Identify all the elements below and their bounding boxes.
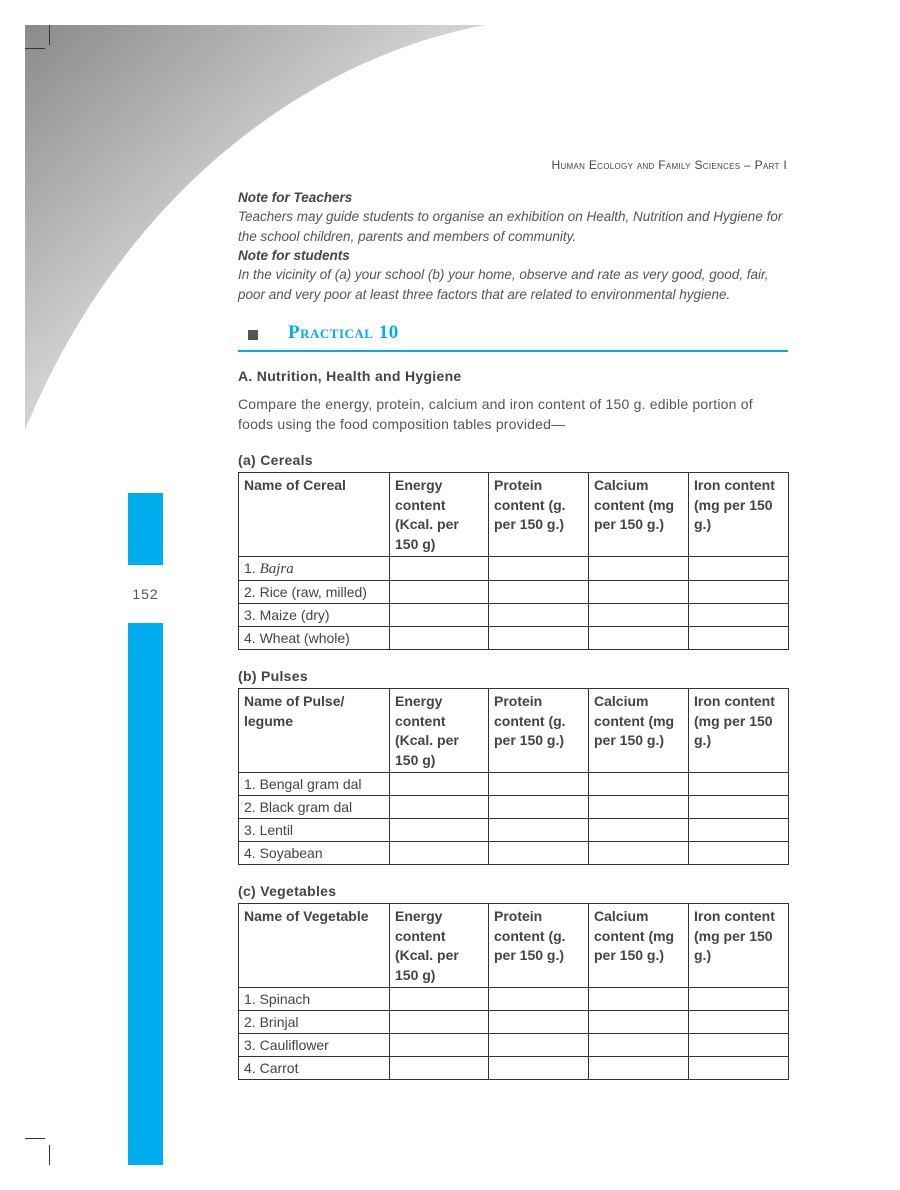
table-cereals: [238, 472, 789, 650]
food-name-cell: [239, 604, 390, 627]
blank-entry-cell[interactable]: [689, 627, 789, 650]
food-name-cell: [239, 842, 390, 865]
column-header: Protein content (g. per 150 g.): [489, 689, 589, 773]
table-row: [239, 627, 789, 650]
blank-entry-cell[interactable]: [589, 627, 689, 650]
tables-container: [238, 452, 788, 1080]
crop-mark: [25, 1138, 45, 1139]
table-row: [239, 1057, 789, 1080]
food-name: Bajra: [259, 561, 294, 577]
food-name-cell: [239, 557, 390, 581]
blank-entry-cell[interactable]: [390, 1034, 489, 1057]
practical-title: Practical 10: [288, 322, 399, 343]
table-row: [239, 842, 789, 865]
food-name: Bengal gram dal: [259, 776, 362, 792]
blank-entry-cell[interactable]: [689, 819, 789, 842]
blank-entry-cell[interactable]: [589, 581, 689, 604]
blank-entry-cell[interactable]: [489, 1034, 589, 1057]
food-name-cell: [239, 773, 390, 796]
column-header: Name of Pulse/ legume: [239, 689, 390, 773]
row-number: 1.: [244, 560, 256, 576]
blank-entry-cell[interactable]: [489, 581, 589, 604]
food-name: Maize (dry): [259, 607, 330, 623]
food-name: Spinach: [259, 991, 311, 1007]
table-row: [239, 1011, 789, 1034]
blank-entry-cell[interactable]: [489, 796, 589, 819]
blank-entry-cell[interactable]: [489, 842, 589, 865]
food-name: Cauliflower: [259, 1037, 329, 1053]
square-bullet-icon: [248, 330, 258, 340]
page-content: [238, 188, 788, 1080]
blank-entry-cell[interactable]: [689, 581, 789, 604]
table-row: [239, 557, 789, 581]
blank-entry-cell[interactable]: [689, 604, 789, 627]
crop-mark: [25, 48, 45, 49]
note-students-text: In the vicinity of (a) your school (b) your home, observe and rate as very good, good, fair, poor and very poor at least three factors that are related to environmental hygiene.: [238, 267, 769, 302]
column-header: Energy content (Kcal. per 150 g): [390, 689, 489, 773]
table-row: [239, 581, 789, 604]
food-name: Brinjal: [259, 1014, 299, 1030]
row-number: 2.: [244, 1014, 256, 1030]
blank-entry-cell[interactable]: [689, 796, 789, 819]
food-name: Carrot: [259, 1060, 299, 1076]
running-header-part: Part I: [754, 158, 787, 172]
row-number: 2.: [244, 799, 256, 815]
table-caption-vegetables: (c) Vegetables: [238, 883, 337, 899]
row-number: 4.: [244, 630, 256, 646]
blank-entry-cell[interactable]: [589, 1011, 689, 1034]
blank-entry-cell[interactable]: [589, 819, 689, 842]
column-header: Iron content (mg per 150 g.): [689, 689, 789, 773]
food-name-cell: [239, 1034, 390, 1057]
blank-entry-cell[interactable]: [489, 1057, 589, 1080]
blank-entry-cell[interactable]: [689, 988, 789, 1011]
blank-entry-cell[interactable]: [489, 819, 589, 842]
practical-heading-bar: [238, 320, 788, 352]
row-number: 3.: [244, 822, 256, 838]
column-header: Protein content (g. per 150 g.): [489, 473, 589, 557]
blank-entry-cell[interactable]: [589, 842, 689, 865]
food-name: Wheat (whole): [259, 630, 350, 646]
food-name: Rice (raw, milled): [259, 584, 367, 600]
food-name-cell: [239, 1057, 390, 1080]
table-vegetables: [238, 903, 789, 1080]
food-name-cell: [239, 988, 390, 1011]
blank-entry-cell[interactable]: [390, 627, 489, 650]
blank-entry-cell[interactable]: [489, 604, 589, 627]
blank-entry-cell[interactable]: [589, 773, 689, 796]
table-row: [239, 796, 789, 819]
blank-entry-cell[interactable]: [390, 1011, 489, 1034]
blank-entry-cell[interactable]: [689, 842, 789, 865]
food-name: Black gram dal: [259, 799, 353, 815]
blank-entry-cell[interactable]: [689, 1057, 789, 1080]
row-number: 3.: [244, 1037, 256, 1053]
row-number: 4.: [244, 1060, 256, 1076]
column-header: Energy content (Kcal. per 150 g): [390, 904, 489, 988]
blank-entry-cell[interactable]: [390, 796, 489, 819]
blank-entry-cell[interactable]: [589, 796, 689, 819]
blank-entry-cell[interactable]: [390, 604, 489, 627]
blank-entry-cell[interactable]: [589, 604, 689, 627]
blank-entry-cell[interactable]: [489, 627, 589, 650]
table-caption-pulses: (b) Pulses: [238, 668, 308, 684]
running-header-dash: –: [740, 158, 755, 172]
column-header: Calcium content (mg per 150 g.): [589, 689, 689, 773]
blank-entry-cell[interactable]: [489, 557, 589, 581]
sidebar-accent-top: [128, 493, 163, 565]
note-teachers-text: Teachers may guide students to organise an exhibition on Health, Nutrition and Hygiene for the school children, parents and members of community.: [238, 209, 783, 244]
table-row: [239, 604, 789, 627]
table-header-row: [239, 689, 789, 773]
section-heading: A. Nutrition, Health and Hygiene: [238, 368, 462, 384]
column-header: Energy content (Kcal. per 150 g): [390, 473, 489, 557]
column-header: Iron content (mg per 150 g.): [689, 904, 789, 988]
column-header: Name of Cereal: [239, 473, 390, 557]
food-name-cell: [239, 819, 390, 842]
food-name-cell: [239, 581, 390, 604]
blank-entry-cell[interactable]: [390, 819, 489, 842]
running-header-title: Human Ecology and Family Sciences: [551, 158, 741, 172]
row-number: 2.: [244, 584, 256, 600]
blank-entry-cell[interactable]: [689, 1011, 789, 1034]
sidebar-accent-bottom: [128, 623, 163, 1165]
table-row: [239, 773, 789, 796]
crop-mark: [49, 1145, 50, 1165]
note-students-heading: Note for students: [238, 248, 350, 263]
page-number: 152: [132, 586, 159, 602]
column-header: Calcium content (mg per 150 g.): [589, 473, 689, 557]
row-number: 1.: [244, 776, 256, 792]
blank-entry-cell[interactable]: [589, 557, 689, 581]
blank-entry-cell[interactable]: [689, 557, 789, 581]
food-name: Lentil: [259, 822, 294, 838]
column-header: Calcium content (mg per 150 g.): [589, 904, 689, 988]
note-teachers-heading: Note for Teachers: [238, 190, 353, 205]
table-header-row: [239, 904, 789, 988]
section-intro: Compare the energy, protein, calcium and iron content of 150 g. edible portion of foods using the food composition tables provided—: [238, 396, 753, 432]
table-row: [239, 988, 789, 1011]
row-number: 1.: [244, 991, 256, 1007]
blank-entry-cell[interactable]: [689, 1034, 789, 1057]
blank-entry-cell[interactable]: [390, 1057, 489, 1080]
table-header-row: [239, 473, 789, 557]
table-caption-cereals: (a) Cereals: [238, 452, 313, 468]
table-row: [239, 819, 789, 842]
column-header: Iron content (mg per 150 g.): [689, 473, 789, 557]
blank-entry-cell[interactable]: [589, 1057, 689, 1080]
row-number: 3.: [244, 607, 256, 623]
food-name-cell: [239, 1011, 390, 1034]
blank-entry-cell[interactable]: [489, 1011, 589, 1034]
blank-entry-cell[interactable]: [589, 1034, 689, 1057]
blank-entry-cell[interactable]: [489, 988, 589, 1011]
blank-entry-cell[interactable]: [390, 842, 489, 865]
food-name-cell: [239, 627, 390, 650]
table-row: [239, 1034, 789, 1057]
blank-entry-cell[interactable]: [390, 773, 489, 796]
running-header: [552, 158, 787, 172]
table-pulses: [238, 688, 789, 865]
food-name-cell: [239, 796, 390, 819]
blank-entry-cell[interactable]: [390, 557, 489, 581]
blank-entry-cell[interactable]: [589, 988, 689, 1011]
blank-entry-cell[interactable]: [689, 773, 789, 796]
crop-mark: [49, 25, 50, 45]
blank-entry-cell[interactable]: [390, 988, 489, 1011]
row-number: 4.: [244, 845, 256, 861]
food-name: Soyabean: [259, 845, 323, 861]
blank-entry-cell[interactable]: [390, 581, 489, 604]
column-header: Name of Vegetable: [239, 904, 390, 988]
column-header: Protein content (g. per 150 g.): [489, 904, 589, 988]
blank-entry-cell[interactable]: [489, 773, 589, 796]
